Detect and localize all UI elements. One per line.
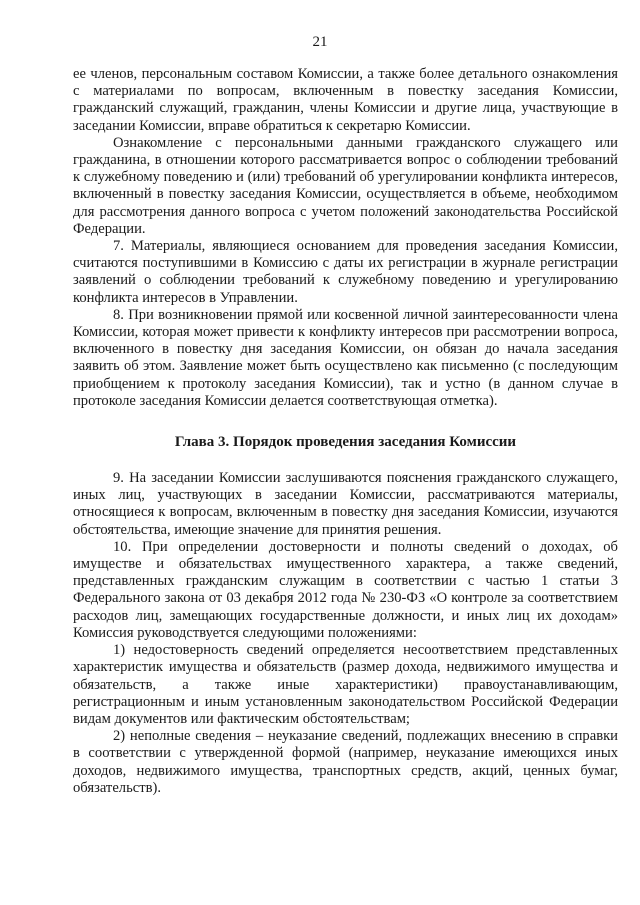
page-number: 21: [312, 34, 328, 50]
paragraph-item-9: 9. На заседании Комиссии заслушиваются пояснения гражданского служащего, иных лиц, участвующих в заседании Комиссии, рассматриваются материалы, относящиеся к вопросам, включенным в повестку дня заседания Комиссии, изучаются обстоятельства, имеющие значение для принятия решения.: [73, 470, 618, 538]
paragraph-personal-data: Ознакомление с персональными данными гражданского служащего или гражданина, в отношении которого рассматривается вопрос о соблюдении требований к служебному поведению и (или) требований об урегулировании конфликта интересов, включенный в повестку заседания Комиссии, осуществляется в объеме, необходимом для рассмотрения данного вопроса с учетом положений законодательства Российской Федерации.: [73, 134, 618, 237]
paragraph-item-10: 10. При определении достоверности и полноты сведений о доходах, об имуществе и обязательствах имущественного характера, а также сведений, представленных гражданским служащим в соответствии с частью 1 статьи 3 Федерального закона от 03 декабря 2012 года № 230-ФЗ «О контроле за соответствием расходов лиц, замещающих государственные должности, и иных лиц их доходам» Комиссия руководствуется следующими положениями:: [73, 538, 618, 641]
page-body: [73, 66, 618, 797]
paragraph-item-7: 7. Материалы, являющиеся основанием для проведения заседания Комиссии, считаются поступившими в Комиссию с даты их регистрации в журнале регистрации заявлений о соблюдении требований к служебному поведению и урегулированию конфликта интересов в Управлении.: [73, 238, 618, 306]
paragraph-continuation: ее членов, персональным составом Комиссии, а также более детального ознакомления с материалами по вопросам, включенным в повестку заседания Комиссии, гражданский служащий, гражданин, члены Комиссии и другие лица, участвующие в заседании Комиссии, вправе обратиться к секретарю Комиссии.: [73, 66, 618, 134]
paragraph-subitem-2: 2) неполные сведения – неуказание сведений, подлежащих внесению в справки в соответствии с утвержденной формой (например, неуказание имеющихся иных доходов, недвижимого имущества, транспортных средств, акций, ценных бумаг, обязательств).: [73, 728, 618, 796]
chapter-heading: Глава 3. Порядок проведения заседания Комиссии: [174, 434, 517, 451]
paragraph-subitem-1: 1) недостоверность сведений определяется несоответствием представленных характеристик имущества и обязательств (размер дохода, недвижимого имущества и обязательств, а также иные характеристики) правоустанавливающим, регистрационным и иным установленным законодательством Российской Федерации видам документов или фактическим обстоятельствам;: [73, 642, 618, 727]
paragraph-item-8: 8. При возникновении прямой или косвенной личной заинтересованности члена Комиссии, которая может привести к конфликту интересов при рассмотрении вопроса, включенного в повестку дня заседания Комиссии, он обязан до начала заседания заявить об этом. Заявление может быть осуществлено как письменно (с последующим приобщением к протоколу заседания Комиссии), так и устно (в данном случае в протоколе заседания Комиссии делается соответствующая отметка).: [73, 306, 618, 409]
